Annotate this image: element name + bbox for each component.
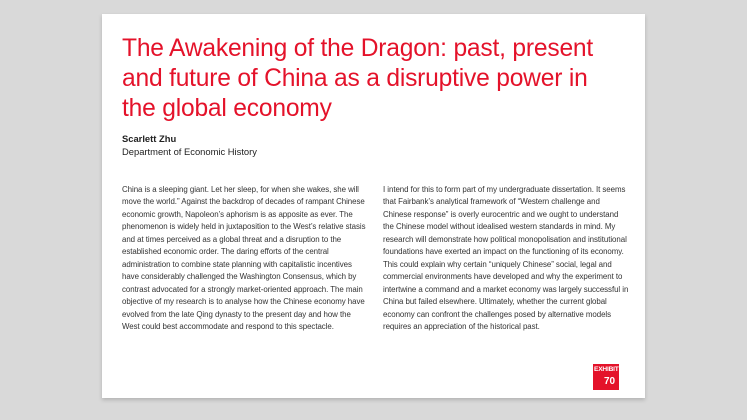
author-name: Scarlett Zhu — [122, 133, 177, 144]
body-text-right-column: I intend for this to form part of my undergraduate dissertation. It seems that Fairbank’s analytical framework of “Western challenge and Chinese response” is overly eurocentric and we ought to understand the Chinese model without idealised western standards in mind. My research will demonstrate how political monopolisation and institutional foundations have exerted an impact on the functioning of its economy. This could explain why certain “uniquely Chinese” social, legal and commercial environments have developed and why the experiment to intertwine a command and a market economy was largely successful in China but failed elsewhere. Ultimately, whether the current global economy can confront the challenges posed by alternative models requires an appreciation of the historical past. — [383, 185, 629, 331]
body-text-left-column: China is a sleeping giant. Let her sleep, for when she wakes, she will move the world.” Against the backdrop of decades of rampant Chinese economic growth, Napoleon’s aphorism is as apposite as ever. The phenomenon is widely held in juxtaposition to the West’s relative stasis and at times perceived as a global threat and a disruption to the established economic order. The daring efforts of the central administration to combine state planning with capitalistic incentives have considerably challenged the Washington Consensus, which by contrast advocated for a strongly market-oriented approach. The main objective of my research is to analyse how the Chinese economy have evolved from the late Qing dynasty to the present day and how the West could best accommodate and respond to this spectacle. — [122, 185, 366, 331]
poster-title: The Awakening of the Dragon: past, present and future of China as a disruptive power in the global economy — [122, 35, 594, 122]
exhibit-badge — [593, 364, 619, 390]
exhibit-badge-label: EXHIBIT — [594, 366, 619, 373]
department-name: Department of Economic History — [122, 146, 257, 157]
exhibit-badge-number: 70 — [604, 376, 616, 387]
exhibit-card — [102, 14, 645, 398]
